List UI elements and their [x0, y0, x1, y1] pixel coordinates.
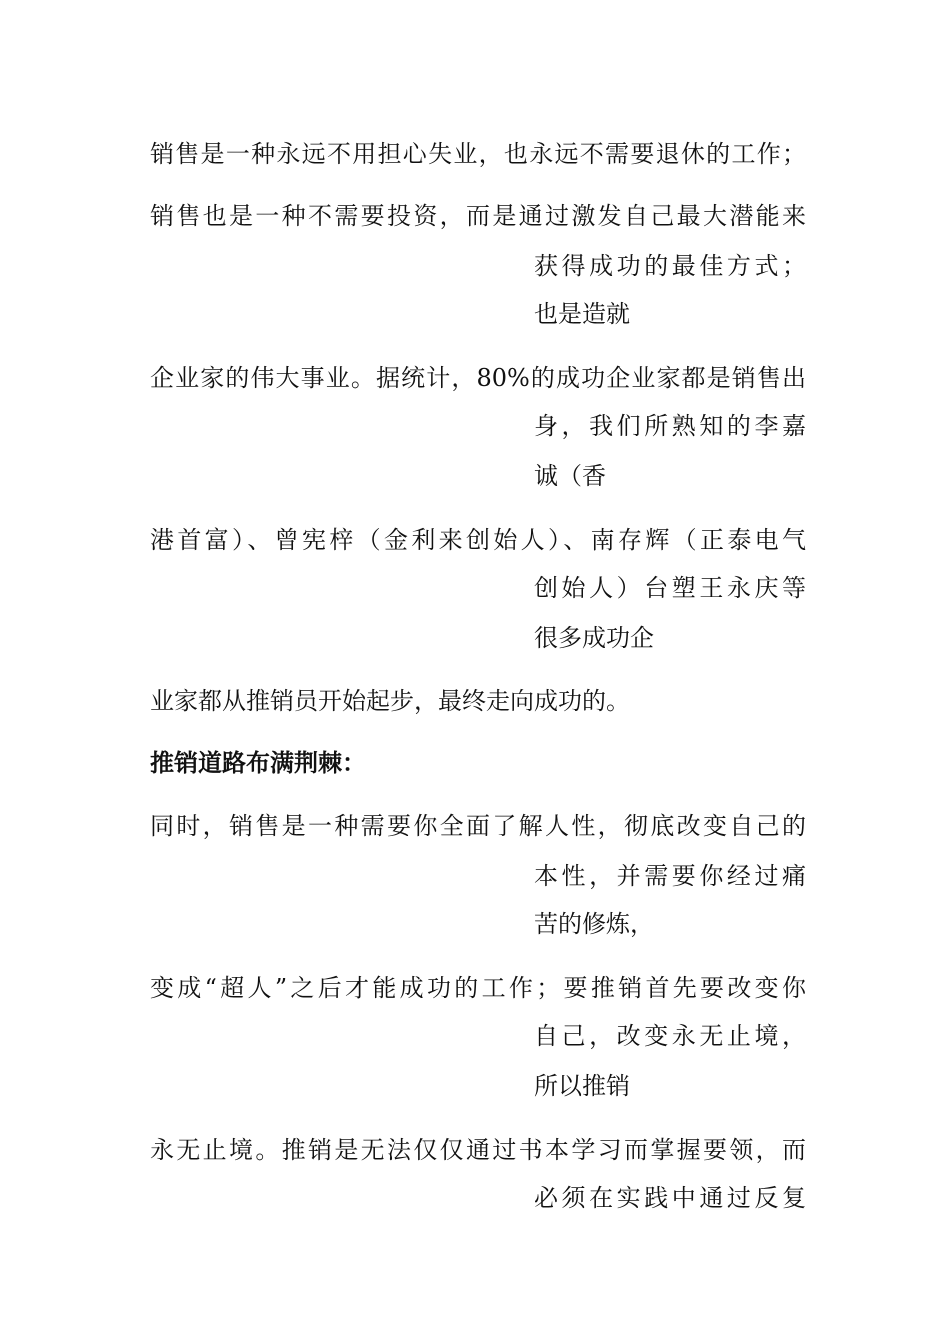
text-line: 诚（香	[534, 462, 606, 490]
text-line: 业家都从推销员开始起步，最终走向成功的。	[150, 687, 630, 715]
text-line: 创始人）台塑王永庆等	[534, 574, 806, 602]
text-line: 获得成功的最佳方式；	[534, 252, 806, 280]
text-line: 身，我们所熟知的李嘉	[534, 412, 806, 440]
text-line: 苦的修炼，	[534, 910, 654, 938]
section-heading: 推销道路布满荆棘：	[150, 749, 366, 777]
text-line: 本性，并需要你经过痛	[534, 862, 806, 890]
text-line: 自己，改变永无止境，	[534, 1022, 806, 1050]
text-line: 企业家的伟大事业。据统计，80%的成功企业家都是销售出	[150, 364, 806, 392]
text-line: 销售是一种永远不用担心失业，也永远不需要退休的工作；	[150, 140, 806, 168]
text-line: 很多成功企	[534, 624, 654, 652]
text-line: 变成“超人”之后才能成功的工作；要推销首先要改变你	[150, 974, 806, 1002]
text-line: 所以推销	[534, 1072, 630, 1100]
text-line: 同时，销售是一种需要你全面了解人性，彻底改变自己的	[150, 812, 806, 840]
text-line: 也是造就	[534, 300, 630, 328]
text-line: 必须在实践中通过反复	[534, 1184, 806, 1212]
text-line: 永无止境。推销是无法仅仅通过书本学习而掌握要领，而	[150, 1136, 806, 1164]
text-line: 销售也是一种不需要投资，而是通过激发自己最大潜能来	[150, 202, 806, 230]
text-line: 港首富）、曾宪梓（金利来创始人）、南存辉（正泰电气	[150, 526, 806, 554]
